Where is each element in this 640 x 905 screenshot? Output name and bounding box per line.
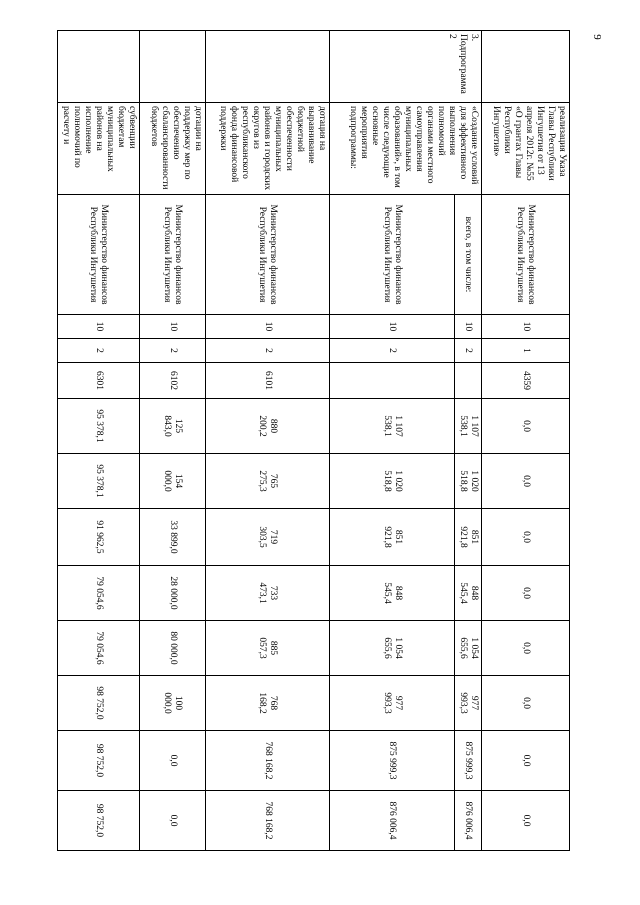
value-cell: 0,0 <box>482 621 570 676</box>
value-cell: 876 006,4 <box>455 791 482 851</box>
value-cell: 848 545,4 <box>330 566 455 621</box>
value-cell: 98 752,0 <box>58 676 140 731</box>
code-cell <box>330 363 455 399</box>
value-cell: 0,0 <box>482 566 570 621</box>
value-cell: 28 000,0 <box>140 566 206 621</box>
section-cell <box>482 31 570 103</box>
value-cell: 95 378,1 <box>58 399 140 454</box>
code-cell: 6301 <box>58 363 140 399</box>
section-cell: 3. Подпрограмма 2 <box>330 31 482 103</box>
value-cell: 0,0 <box>482 399 570 454</box>
value-cell: 33 899,0 <box>140 509 206 566</box>
value-cell: 0,0 <box>482 731 570 791</box>
executor-cell: Министерство финансов Республики Ингушетия <box>482 195 570 315</box>
page-number: 9 <box>591 34 603 40</box>
executor-cell: Министерство финансов Республики Ингушетия <box>206 195 330 315</box>
value-cell: 768 168,2 <box>206 791 330 851</box>
code-cell: 10 <box>330 315 455 339</box>
value-cell: 977 993,3 <box>330 676 455 731</box>
table-row <box>206 31 330 851</box>
value-cell: 848 545,4 <box>455 566 482 621</box>
value-cell: 125 843,0 <box>140 399 206 454</box>
value-cell: 1 054 655,6 <box>455 621 482 676</box>
value-cell: 0,0 <box>482 509 570 566</box>
section-cell <box>140 31 206 103</box>
value-cell: 0,0 <box>482 454 570 509</box>
value-cell: 95 378,1 <box>58 454 140 509</box>
value-cell: 0,0 <box>482 791 570 851</box>
executor-cell: Министерство финансов Республики Ингушетия <box>330 195 455 315</box>
value-cell: 977 993,3 <box>455 676 482 731</box>
value-cell: 80 000,0 <box>140 621 206 676</box>
code-cell: 2 <box>140 339 206 363</box>
value-cell: 851 921,8 <box>455 509 482 566</box>
executor-cell: всего, в том числе: <box>455 195 482 315</box>
table-row <box>455 31 482 851</box>
table-body <box>58 31 570 851</box>
code-cell: 2 <box>455 339 482 363</box>
value-cell: 875 999,3 <box>455 731 482 791</box>
value-cell: 885 057,3 <box>206 621 330 676</box>
value-cell: 880 200,2 <box>206 399 330 454</box>
code-cell: 2 <box>330 339 455 363</box>
code-cell: 10 <box>140 315 206 339</box>
value-cell: 768 168,2 <box>206 731 330 791</box>
budget-table <box>57 30 570 851</box>
value-cell: 768 168,2 <box>206 676 330 731</box>
value-cell: 100 000,0 <box>140 676 206 731</box>
description-cell: реализация Указа Главы Республики Ингушетия от 13 апреля 2012г. №55 «О грантах Главы Республики Ингушетия» <box>482 103 570 195</box>
code-cell <box>455 363 482 399</box>
table-row <box>140 31 206 851</box>
value-cell: 91 962,5 <box>58 509 140 566</box>
value-cell: 98 752,0 <box>58 791 140 851</box>
rotated-page <box>61 30 570 850</box>
value-cell: 765 275,3 <box>206 454 330 509</box>
value-cell: 79 054,6 <box>58 621 140 676</box>
table-row <box>482 31 570 851</box>
value-cell: 98 752,0 <box>58 731 140 791</box>
code-cell: 10 <box>206 315 330 339</box>
value-cell: 0,0 <box>482 676 570 731</box>
code-cell: 2 <box>58 339 140 363</box>
value-cell: 79 054,6 <box>58 566 140 621</box>
executor-cell: Министерство финансов Республики Ингушетия <box>140 195 206 315</box>
value-cell: 1 020 518,8 <box>330 454 455 509</box>
value-cell: 1 107 538,1 <box>330 399 455 454</box>
code-cell: 10 <box>482 315 570 339</box>
code-cell: 4359 <box>482 363 570 399</box>
value-cell: 876 006,4 <box>330 791 455 851</box>
code-cell: 2 <box>206 339 330 363</box>
description-cell: дотация на выравнивание бюджетной обеспеченности муниципальных районов и городских округов из республиканского фонда финансовой поддержки <box>206 103 330 195</box>
section-cell <box>206 31 330 103</box>
description-cell: «Создание условий для эффективного выполнения полномочий органами местного самоуправления муниципальных образований», в том числе следующие основные мероприятия подпрограммы: <box>330 103 482 195</box>
value-cell: 1 020 518,8 <box>455 454 482 509</box>
rotated-content <box>61 30 570 850</box>
description-cell: субвенции бюджетам муниципальных районов на исполнение полномочий по расчету и <box>58 103 140 195</box>
value-cell: 719 303,5 <box>206 509 330 566</box>
value-cell: 0,0 <box>140 731 206 791</box>
value-cell: 0,0 <box>140 791 206 851</box>
code-cell: 10 <box>58 315 140 339</box>
code-cell: 6101 <box>206 363 330 399</box>
code-cell: 1 <box>482 339 570 363</box>
section-cell <box>58 31 140 103</box>
value-cell: 1 054 655,6 <box>330 621 455 676</box>
value-cell: 875 999,3 <box>330 731 455 791</box>
description-cell: дотации на поддержку мер по обеспечению сбалансированности бюджетов <box>140 103 206 195</box>
value-cell: 154 000,0 <box>140 454 206 509</box>
executor-cell: Министерство финансов Республики Ингушетия <box>58 195 140 315</box>
code-cell: 6102 <box>140 363 206 399</box>
code-cell: 10 <box>455 315 482 339</box>
table-row <box>58 31 140 851</box>
value-cell: 1 107 538,1 <box>455 399 482 454</box>
value-cell: 733 473,1 <box>206 566 330 621</box>
value-cell: 851 921,8 <box>330 509 455 566</box>
